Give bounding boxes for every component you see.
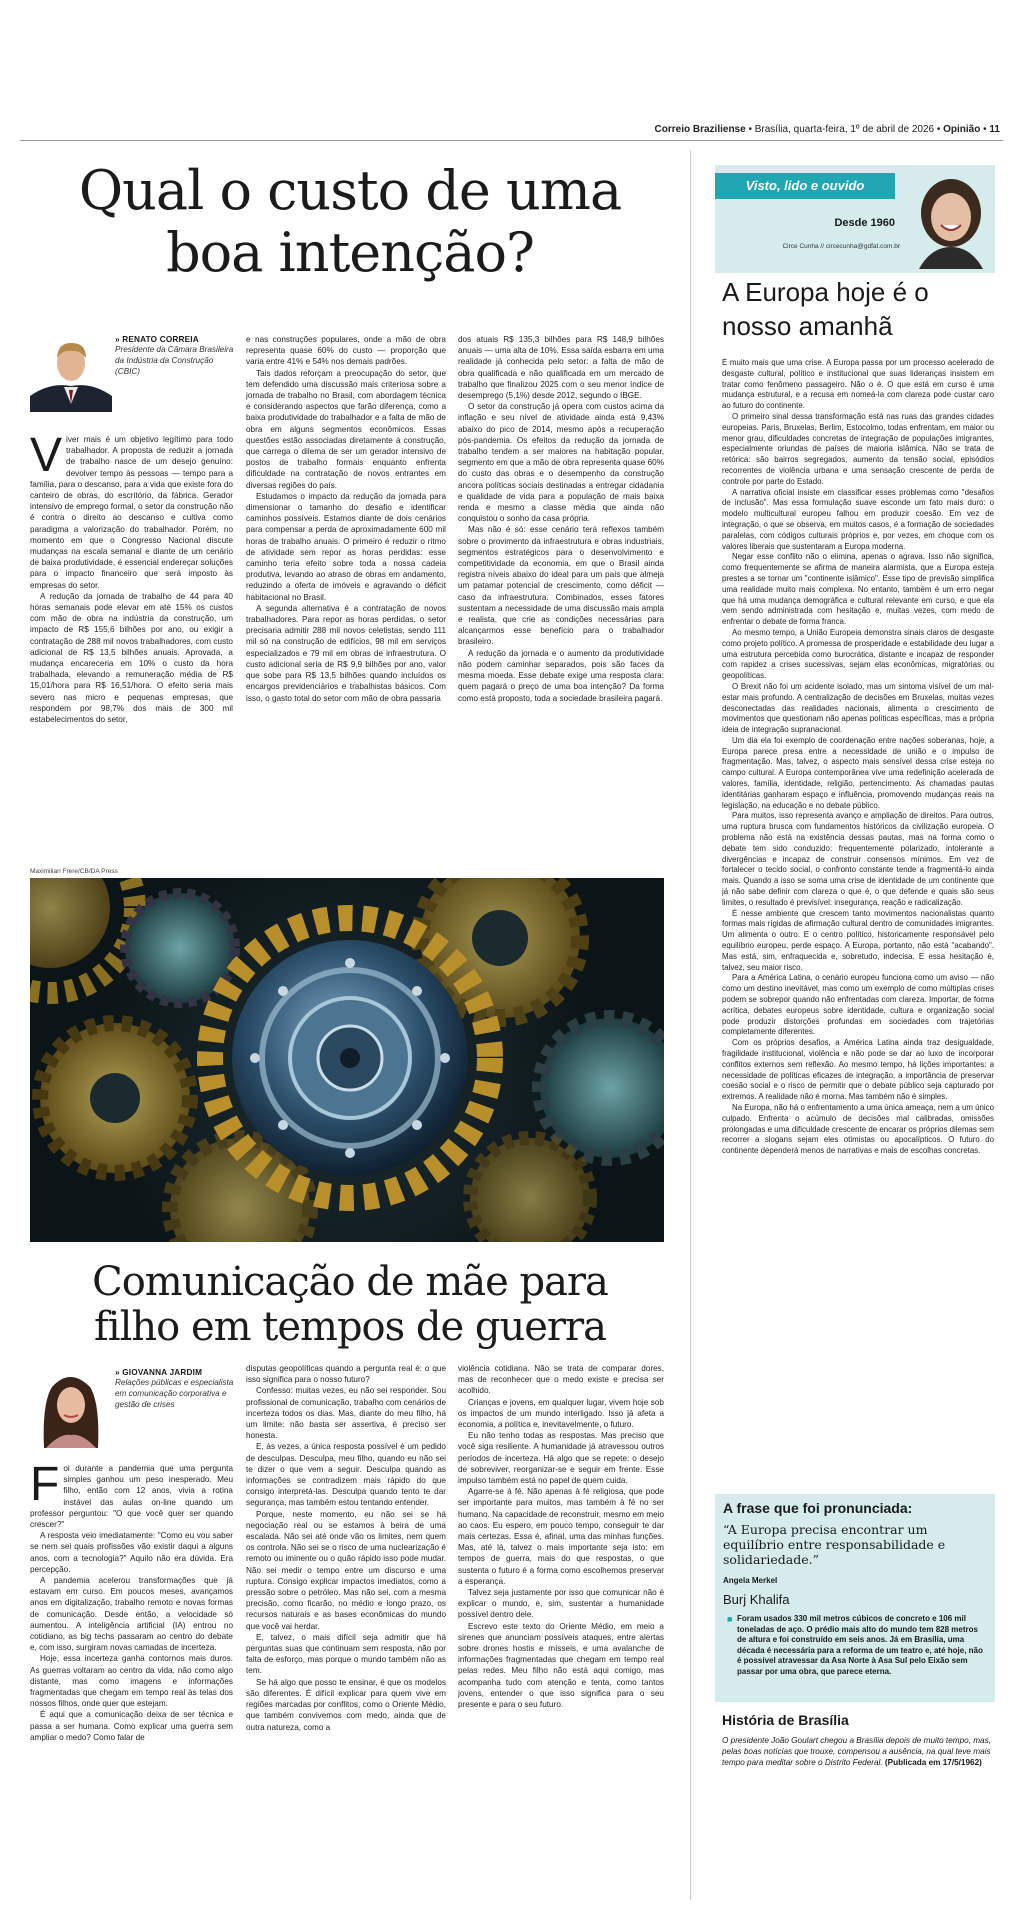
article1-para: A redução da jornada de trabalho de 44 para 40 horas semanais pode elevar em até 15% os custos com mão de obra na indústria da construção, um impacto de R$ 155,6 bilhões por ano, ou exigir a contratação de 288 mil novos trabalhadores, com custo adicional de R$ 13,5 bilhões anuais. Aprovada, a mudança encareceria em 10% o custo da hora trabalhada, elevando a remuneração média de R$ 15,01/hora para R$ 16,51/hora. O efeito seria mais severo nas micro e pequenas empresas, que respondem por 98,7% dos mais de 300 mil estabelecimentos do setor, <box>30 591 233 725</box>
article2-para: É aqui que a comunicação deixa de ser técnica e passa a ser humana. Como explicar uma guerra sem ampliar o medo? Como falar de <box>30 1710 233 1742</box>
historia-body <box>722 1735 992 1768</box>
author-description: Relações públicas e especialista em comunicação corporativa e gestão de crises <box>115 1378 234 1409</box>
article2-para: Porque, neste momento, eu não sei se há negociação real ou se estamos à beira de uma escalada. Não sei até onde vão os limites, nem quem os controla. Não sei se o risco de uma nuclearização é remoto ou iminente ou o quão rápido isso pode mudar. Não sei medir o tempo entre um discurso e uma ruptura. Consigo explicar impactos imediatos, como a pressão sobre o petróleo. Mas não sei, com a mesma precisão, como ficarão, no médio e longo prazo, os recursos naturais e as bases econômicas do mundo que você vai herdar. <box>246 1509 446 1631</box>
article2-para: E, talvez, o mais difícil seja admitir que há perguntas suas que continuam sem resposta, não por falta de esforço, mas porque o mundo também não as tem. <box>246 1632 446 1676</box>
sidebar-para: Na Europa, não há o enfrentamento a uma única ameaça, nem a um único culpado. Enfrenta o acúmulo de decisões mal calibradas, omissões prolongadas e uma dificuldade crescente de encarar os próprios dilemas sem recorrer a slogans sejam eles otimistas ou apocalípticos. O futuro do continente dependerá menos de narrativas e mais de escolhas concretas. <box>722 1102 994 1156</box>
sidebar-body <box>722 358 994 1490</box>
burj-title: Burj Khalifa <box>723 1592 790 1607</box>
frase-title: A frase que foi pronunciada: <box>723 1500 913 1516</box>
page-number: 11 <box>989 124 1000 135</box>
author-photo-giovanna <box>30 1363 112 1448</box>
historia-title: História de Brasília <box>722 1712 849 1728</box>
article2-para: oi durante a pandemia que uma pergunta simples ganhou um peso inesperado. Meu filho, então com 12 anos, vivia a rotina instável das aulas on-line quando um professor perguntou: "O que você quer ser quando crescer?" <box>30 1464 233 1530</box>
article2-byline: » GIOVANNA JARDIM Relações públicas e especialista em comunicação corporativa e gestão de crises <box>115 1368 234 1409</box>
author-name: GIOVANNA JARDIM <box>122 1368 203 1377</box>
article2-col2 <box>246 1363 446 1901</box>
article2-para: E, às vezes, a única resposta possível é um pedido de desculpas. Desculpa, meu filho, quando eu não sei te dizer o que vem a seguir. Desculpa quando as informações se contradizem mais rápido do que consigo interpretá-las. Desculpa quando tento te dar segurança, mas também estou tentando entender. <box>246 1442 446 1508</box>
sidebar-para: Negar esse conflito não o elimina, apenas o agrava. Isso não significa, como frequentemente se afirma de maneira alarmista, que a Europa esteja prestes a se tornar um "continente islâmico". Esse tipo de previsão simplifica uma realidade muito mais complexa. No entanto, também é um erro negar que há uma mudança demográfica e cultural relevante em curso, e que ela vem sendo administrada com hesitação e, muitas vezes, com medo de enfrentar o debate de forma franca. <box>722 552 994 627</box>
sidebar-para: A narrativa oficial insiste em classificar esses problemas como "desafios de inclusão". Mas essa formulação suave esconde um fato mais duro: o modelo multicultural europeu falhou em produzir coesão. Em vez de integração, o que se observa, em muitos casos, é a formação de sociedades paralelas, com códigos culturais próprios e, por vezes, em choque com os valores liberais que sustentaram a Europa moderna. <box>722 487 994 551</box>
sidebar-para: É nesse ambiente que crescem tanto movimentos nacionalistas quanto formas mais rígidas de afirmação cultural dentro de comunidades imigrantes. Um alimenta o outro. E o centro político, historicamente responsável pelo equilíbrio europeu, perde espaço. A Europa, portanto, não está "acabando". Mas está, sim, enfraquecida e, sobretudo, indecisa. E essa hesitação é, talvez, seu maior risco. <box>722 908 994 972</box>
publication-name: Correio Braziliense <box>654 124 746 135</box>
frase-author: Angela Merkel <box>723 1576 778 1585</box>
article1-para: A segunda alternativa é a contratação de novos trabalhadores. Para repor as horas perdidas, o setor precisaria admitir 288 mil novos celetistas, sendo 111 mil só na construção de edifícios, 98 mil em serviços especializados e 79 mil em obras de infraestrutura. O custo adicional seria de R$ 9,9 bilhões por ano, valor que sobe para R$ 13,5 bilhões quando incluídos os encargos previdenciários e trabalhistas básicos. Com isso, o gasto total do setor com mão de obra passaria <box>246 603 446 703</box>
article1-col2 <box>246 334 446 866</box>
historia-publication: (Publicada em 17/5/1962) <box>884 1758 982 1767</box>
sidebar-para: Um dia ela foi exemplo de coordenação entre nações soberanas, hoje, a Europa parece presa entre a necessidade de união e o impulso de fragmentação. Mas, talvez, o aspecto mais sensível dessa crise esteja no campo cultural. A Europa contemporânea vive uma redefinição acelerada de valores, família, identidade, religião, pertencimento. As chamadas pautas identitárias ganharam espaço e influência, promovendo mudanças reais na legislação, na educação e no debate público. <box>722 735 994 810</box>
sidebar-para: Com os próprios desafios, a América Latina ainda traz desigualdade, fragilidade institucional, violência e não pode se dar ao luxo de incorporar conflitos externos sem reflexão. Ao mesmo tempo, há lições importantes: a necessidade de políticas eficazes de integração, a importância de preservar coesão social e o risco de permitir que o debate público seja capturado por extremos. A realidade não é morna. Mas também não é simples. <box>722 1038 994 1102</box>
frase-quote: “A Europa precisa encontrar um equilíbrio entre responsabilidade e solidariedade.” <box>723 1522 946 1567</box>
article2-para: Crianças e jovens, em qualquer lugar, vivem hoje sob os impactos de um mundo interligado. Isso já afeta a economia, a política e, inevitavelmente, o futuro. <box>458 1397 664 1430</box>
sidebar-para: Ao mesmo tempo, a União Europeia demonstra sinais claros de desgaste como projeto político. A promessa de prosperidade e estabilidade deu lugar a uma estrutura percebida como burocrática, distante e incapaz de responder com rapidez a crises sucessivas, sejam elas econômicas, migratórias ou geopolíticas. <box>722 627 994 681</box>
article1-para: Tais dados reforçam a preocupação do setor, que tem defendido uma discussão mais criteriosa sobre a jornada de trabalho no Brasil, com abordagem técnica e considerando aspectos que farão diferença, como a baixa produtividade do trabalhador e a falta de mão de obra em alguns segmentos econômicos. Essas questões estão associadas diretamente à construção, que carrega o dilema de ser um gerador intensivo de postos de trabalho formais enquanto enfrenta dificuldade na contratação de novos entrantes em diversas regiões do país. <box>246 368 446 490</box>
article2-para: A resposta veio imediatamente: "Como eu vou saber se nem sei quais profissões vão existir daqui a alguns anos, com a tecnologia?" Aquilo não era dúvida. Era percepção. <box>30 1531 233 1574</box>
sidebar-para: É muito mais que uma crise. A Europa passa por um processo acelerado de desgaste cultural, político e institucional que suas lideranças insistem em tratar como fenômeno passageiro. Não o é. O que está em curso é uma mudança estrutural, e a recusa em nomeá-la com clareza pode custar caro ao futuro do continente. <box>722 358 994 411</box>
article1-para: iver mais é um objetivo legítimo para todo trabalhador. A proposta de reduzir a jornada de trabalho nasce de um desejo genuíno: devolver tempo às pessoas — tempo para a família, para o descanso, para a vida que existe fora do canteiro de obras, do escritório, da fábrica. Gerador intensivo de emprego formal, o setor da construção não é contra o direito ao descanso e cultiva como paradigma a valorização do trabalhador. Porém, no momento em que o Congresso Nacional discute mudanças na escala semanal e diante de um cenário de baixa produtividade, é essencial endereçar soluções para o impacto financeiro que será imposto às empresas do setor. <box>30 435 233 590</box>
article1-para: e nas construções populares, onde a mão de obra representa quase 60% do custo — proporção que varia entre 41% e 54% nos demais padrões. <box>246 335 446 367</box>
sidebar-para: Para a América Latina, o cenário europeu funciona como um aviso — não como um destino inevitável, mas como um exemplo de como múltiplas crises podem se sobrepor quando não enfrentadas com clareza. Importar, de forma acrítica, debates europeus sobre identidade, cultura e organização social pode produzir distorções profundas em sociedades com trajetórias completamente diferentes. <box>722 973 994 1037</box>
column-since: Desde 1960 <box>834 217 895 229</box>
article2-para: Hoje, essa incerteza ganha contornos mais duros. As guerras voltaram ao centro da vida, não como algo distante, mas como imagens e informações fragmentadas que chegam em tempo real às telas dos nossos filhos, onde quer que estejam. <box>30 1654 233 1709</box>
page-header: Correio Braziliense • Brasília, quarta-feira, 1º de abril de 2026 • Opinião • 11 <box>654 124 1000 135</box>
article2-col1: Foi durante a pandemia que uma pergunta simples ganhou um peso inesperado. Meu filho, então com 12 anos, vivia a rotina instável das aulas on-line quando um professor perguntou: "O que você quer ser quando crescer?" A resposta veio imediatamente: "Como eu vou saber se nem sei quais profissões vão existir daqui a alguns anos, com a tecnologia?" Aquilo não era dúvida. Era percepção. A pandemia acelerou transformações que já estavam em curso. Em poucos meses, avançamos anos em digitalização, trabalho remoto e novas formas de comunicação. Desde então, a velocidade só aumentou. A inteligência artificial (IA) entrou no cotidiano, as big techs passaram ao centro do debate e, com isso, surgiram novas camadas de incerteza. Hoje, essa incerteza ganha contornos mais duros. As guerras voltaram ao centro da vida, não como algo distante, mas como imagens e informações fragmentadas que chegam em tempo real às telas dos nossos filhos, onde quer que estejam. É aqui que a comunicação deixa de ser técnica e passa a ser humana. Como explicar uma guerra sem ampliar o medo? Como falar de <box>30 1463 233 1742</box>
historia-text: O presidente João Goulart chegou a Brasília depois de muito tempo, mas, pelas boas notícias que trouxe, compensou a ausência, na qual teve mais tempo para meditar sobre o Distrito Federal. <box>722 1736 991 1767</box>
burj-bullet <box>737 1614 987 1677</box>
sidebar-para: O Brexit não foi um acidente isolado, mas um sintoma visível de um mal-estar mais profundo. A centralização de decisões em Bruxelas, muitas vezes desconectadas das realidades nacionais, alimenta o crescimento de movimentos que questionam não apenas políticas específicas, mas a própria ideia de integração supranacional. <box>722 681 994 735</box>
article2-para: Confesso: muitas vezes, eu não sei responder. Sou profissional de comunicação, trabalho com cenários de incerteza todos os dias. Mas, diante do meu filho, há um limite: não basta ser assertiva, é preciso ser honesta. <box>246 1386 446 1441</box>
article1-para: Estudamos o impacto da redução da jornada para dimensionar o tamanho do desafio e identificar caminhos possíveis. Estamos diante de dois cenários para compensar a perda de aproximadamente 600 mil horas de trabalho anuais. O primeiro é reduzir o ritmo de atividade sem repor as horas perdidas: esse caminho teria efeito sobre toda a nossa cadeia produtiva, levando ao atraso de obras em andamento, reduzindo a oferta de imóveis e agravando o déficit habitacional no Brasil. <box>246 491 446 602</box>
author-photo-renato <box>30 330 112 412</box>
sidebar-title: A Europa hoje é o nosso amanhã <box>722 277 929 341</box>
column-author: Circe Cunha // circecunha@gdfat.com.br <box>782 243 900 250</box>
article2-para: A pandemia acelerou transformações que já estavam em curso. Em poucos meses, avançamos anos em digitalização, trabalho remoto e novas formas de comunicação. Desde então, a velocidade só aumentou. A inteligência artificial (IA) entrou no cotidiano, as big techs passaram ao centro do debate e, com isso, surgiram novas camadas de incerteza. <box>30 1576 233 1653</box>
sidebar-para: O primeiro sinal dessa transformação está nas ruas das grandes cidades europeias. Paris, Bruxelas, Berlim, Estocolmo, todas enfrentam, em maior ou menor grau, dificuldades concretas de integração de populações imigrantes, especialmente oriundas de países de maioria islâmica. Não se trata de retórica: são bairros segregados, aumento da tensão social, episódios recorrentes de violência urbana e uma sensação crescente de perda de controle por parte do Estado. <box>722 411 994 486</box>
header-rule <box>20 140 1003 141</box>
column-header <box>715 165 995 273</box>
article2-title: Comunicação de mãe para filho em tempos de guerra <box>92 1259 608 1350</box>
sidebar-para: Para muitos, isso representa avanço e ampliação de direitos. Para outros, uma ruptura brusca com fundamentos históricos da civilização europeia. O problema não está na existência dessas pautas, mas na forma como o debate tem sido conduzido: frequentemente polarizado, intolerante a divergências e incapaz de construir consensos mínimos. Em vez de fortalecer o tecido social, o confronto constante tende a fragmentá-lo ainda mais. Quando a isso se soma uma crise de identidade de um continente que já não sabe definir com clareza o que é, o que defende e quais são seus limites, o resultado é previsível: insegurança, reação e radicalização. <box>722 811 994 907</box>
dateline: Brasília, quarta-feira, 1º de abril de 2026 <box>754 124 935 135</box>
photo-credit: Maximilian Frere/CB/DA Press <box>30 868 118 875</box>
burj-text: Foram usados 330 mil metros cúbicos de concreto e 106 mil toneladas de aço. O prédio mais alto do mundo tem 828 metros de altura e foi construído em seis anos. Já em Brasília, uma década é necessária para a reforma de um teatro e, até hoje, não é possível atravessar da Asa Norte à Asa Sul pelo Eixão sem passar por uma obra, que parece eterna. <box>737 1614 983 1676</box>
article1-title: Qual o custo de uma boa intenção? <box>78 159 622 284</box>
article2-para: Se há algo que posso te ensinar, é que os modelos são diferentes. É difícil explicar para quem vive em regiões marcadas por conflitos, como o Oriente Médio, que também convivemos com medo, ainda que de outra natureza, como a <box>246 1677 446 1732</box>
gears-illustration <box>30 878 664 1242</box>
article2-para: Agarre-se à fé. Não apenas à fé religiosa, que pode ser importante para muitos, mas também à fé no ser humano. Na capacidade de reconstruir, mesmo em meio ao caos. Eu espero, em pouco tempo, conseguir te dar mais certezas. Essa é, afinal, uma das minhas funções. Mas, até lá, talvez o mais importante seja isto: em tempos de guerra, mais do que respostas, o que sustenta o futuro é a forma como escolhemos preservar a esperança. <box>458 1487 664 1586</box>
sidebar-divider <box>690 150 691 1900</box>
article1-para: Mas não é só: esse cenário terá reflexos também sobre o provimento da infraestrutura e obras industriais, segmentos estratégicos para o desenvolvimento e competitividade da economia, em que o Brasil ainda registra níveis abaixo do ideal para um país que almeja um patamar potencial de crescimento, como déficit — caso da infraestrutura. Combinados, esses fatores sustentam a necessidade de uma discussão mais ampla e realista, que crie as condições necessárias para alcançarmos esse benefício para o trabalhador brasileiro. <box>458 525 664 647</box>
article2-para: Escrevo este texto do Oriente Médio, em meio a sirenes que anunciam possíveis ataques, entre alertas sobre drones hostis e mísseis, e uma avalanche de informações fragmentadas que chegam em tempo real pelas redes. Meu filho não está aqui comigo, mas acompanha tudo com atenção e tenta, como tantos jovens, entender o que isso significa para o seu presente e para o seu futuro. <box>458 1621 664 1710</box>
article2-para: disputas geopolíticas quando a pergunta real é: o que isso significa para o nosso futuro? <box>246 1364 446 1385</box>
columnist-photo <box>911 169 991 269</box>
article1-col1: Viver mais é um objetivo legítimo para todo trabalhador. A proposta de reduzir a jornada de trabalho nasce de um desejo genuíno: devolver tempo às pessoas — tempo para a família, para o descanso, para a vida que existe fora do canteiro de obras, do escritório, da fábrica. Gerador intensivo de emprego formal, o setor da construção não é contra o direito ao descanso e cultiva como paradigma a valorização do trabalhador. Porém, no momento em que o Congresso Nacional discute mudanças na escala semanal e diante de um cenário de baixa produtividade, é essencial endereçar soluções para o impacto financeiro que será imposto às empresas do setor. A redução da jornada de trabalho de 44 para 40 horas semanais pode elevar em até 15% os custos com mão de obra na indústria da construção, um impacto de R$ 155,6 bilhões por ano, ou exigir a contratação de 288 mil novos trabalhadores, com custo adicional de R$ 13,5 bilhões anuais. Aprovada, a mudança encareceria em 10% o custo da hora trabalhada, elevando a remuneração média de R$ 15,01/hora para R$ 16,51/hora. O efeito seria mais severo nas micro e pequenas empresas, que respondem por 98,7% dos mais de 300 mil estabelecimentos do setor, <box>30 434 233 725</box>
section-name: Opinião <box>943 124 981 135</box>
article2-col3 <box>458 1363 664 1901</box>
article1-para: A redução da jornada e o aumento da produtividade não podem caminhar separados, pois são faces da mesma moeda. Esse debate exige uma resposta clara: quem pagará o preço de uma boa intenção? Da forma como está proposto, toda a sociedade brasileira pagará. <box>458 648 664 703</box>
column-name: Visto, lido e ouvido <box>715 173 895 199</box>
article1-para: O setor da construção já opera com custos acima da inflação e seu nível de atividade ainda está 9,43% abaixo do pico de 2014, mesmo após a recuperação pós-pandemia. Os efeitos da redução da jornada de trabalho tendem a ser maiores na habitação popular, segmento em que a mão de obra representa quase 60% do custo das obras e o desempenho da construção ancora políticas sociais destinadas a entregar cidadania e qualidade de vida para a população de mais baixa renda e mesmo a classe média que ainda não conquistou o sonho da casa própria. <box>458 402 664 524</box>
article1-para: dos atuais R$ 135,3 bilhões para R$ 148,9 bilhões anuais — uma alta de 10%. Essa saída esbarra em uma realidade já conhecida pelo setor: a falta de mão de obra qualificada e não qualificada em um mercado de trabalho que finalizou 2025 com o seu menor índice de desemprego (5,1%) desde 2012, segundo o IBGE. <box>458 335 664 401</box>
article1-byline: » RENATO CORREIA Presidente da Câmara Brasileira da Indústria da Construção (CBIC) <box>115 335 234 376</box>
author-description: Presidente da Câmara Brasileira da Indústria da Construção (CBIC) <box>115 345 234 376</box>
article2-para: Talvez seja justamente por isso que comunicar não é explicar o mundo, e, sim, sustentar a humanidade possível dentro dele. <box>458 1588 664 1620</box>
author-name: RENATO CORREIA <box>122 335 199 344</box>
frase-box <box>715 1494 995 1702</box>
article2-para: violência cotidiana. Não se trata de comparar dores, mas de reconhecer que o medo existe e precisa ser acolhido. <box>458 1364 664 1396</box>
article1-col3 <box>458 334 664 866</box>
article2-para: Eu não tenho todas as respostas. Mas preciso que você siga resiliente. A humanidade já atravessou outros períodos de incerteza. Há algo que se repete: o desejo de sobreviver, reorganizar-se e seguir em frente. Esse impulso também está no papel de quem cuida. <box>458 1431 664 1486</box>
